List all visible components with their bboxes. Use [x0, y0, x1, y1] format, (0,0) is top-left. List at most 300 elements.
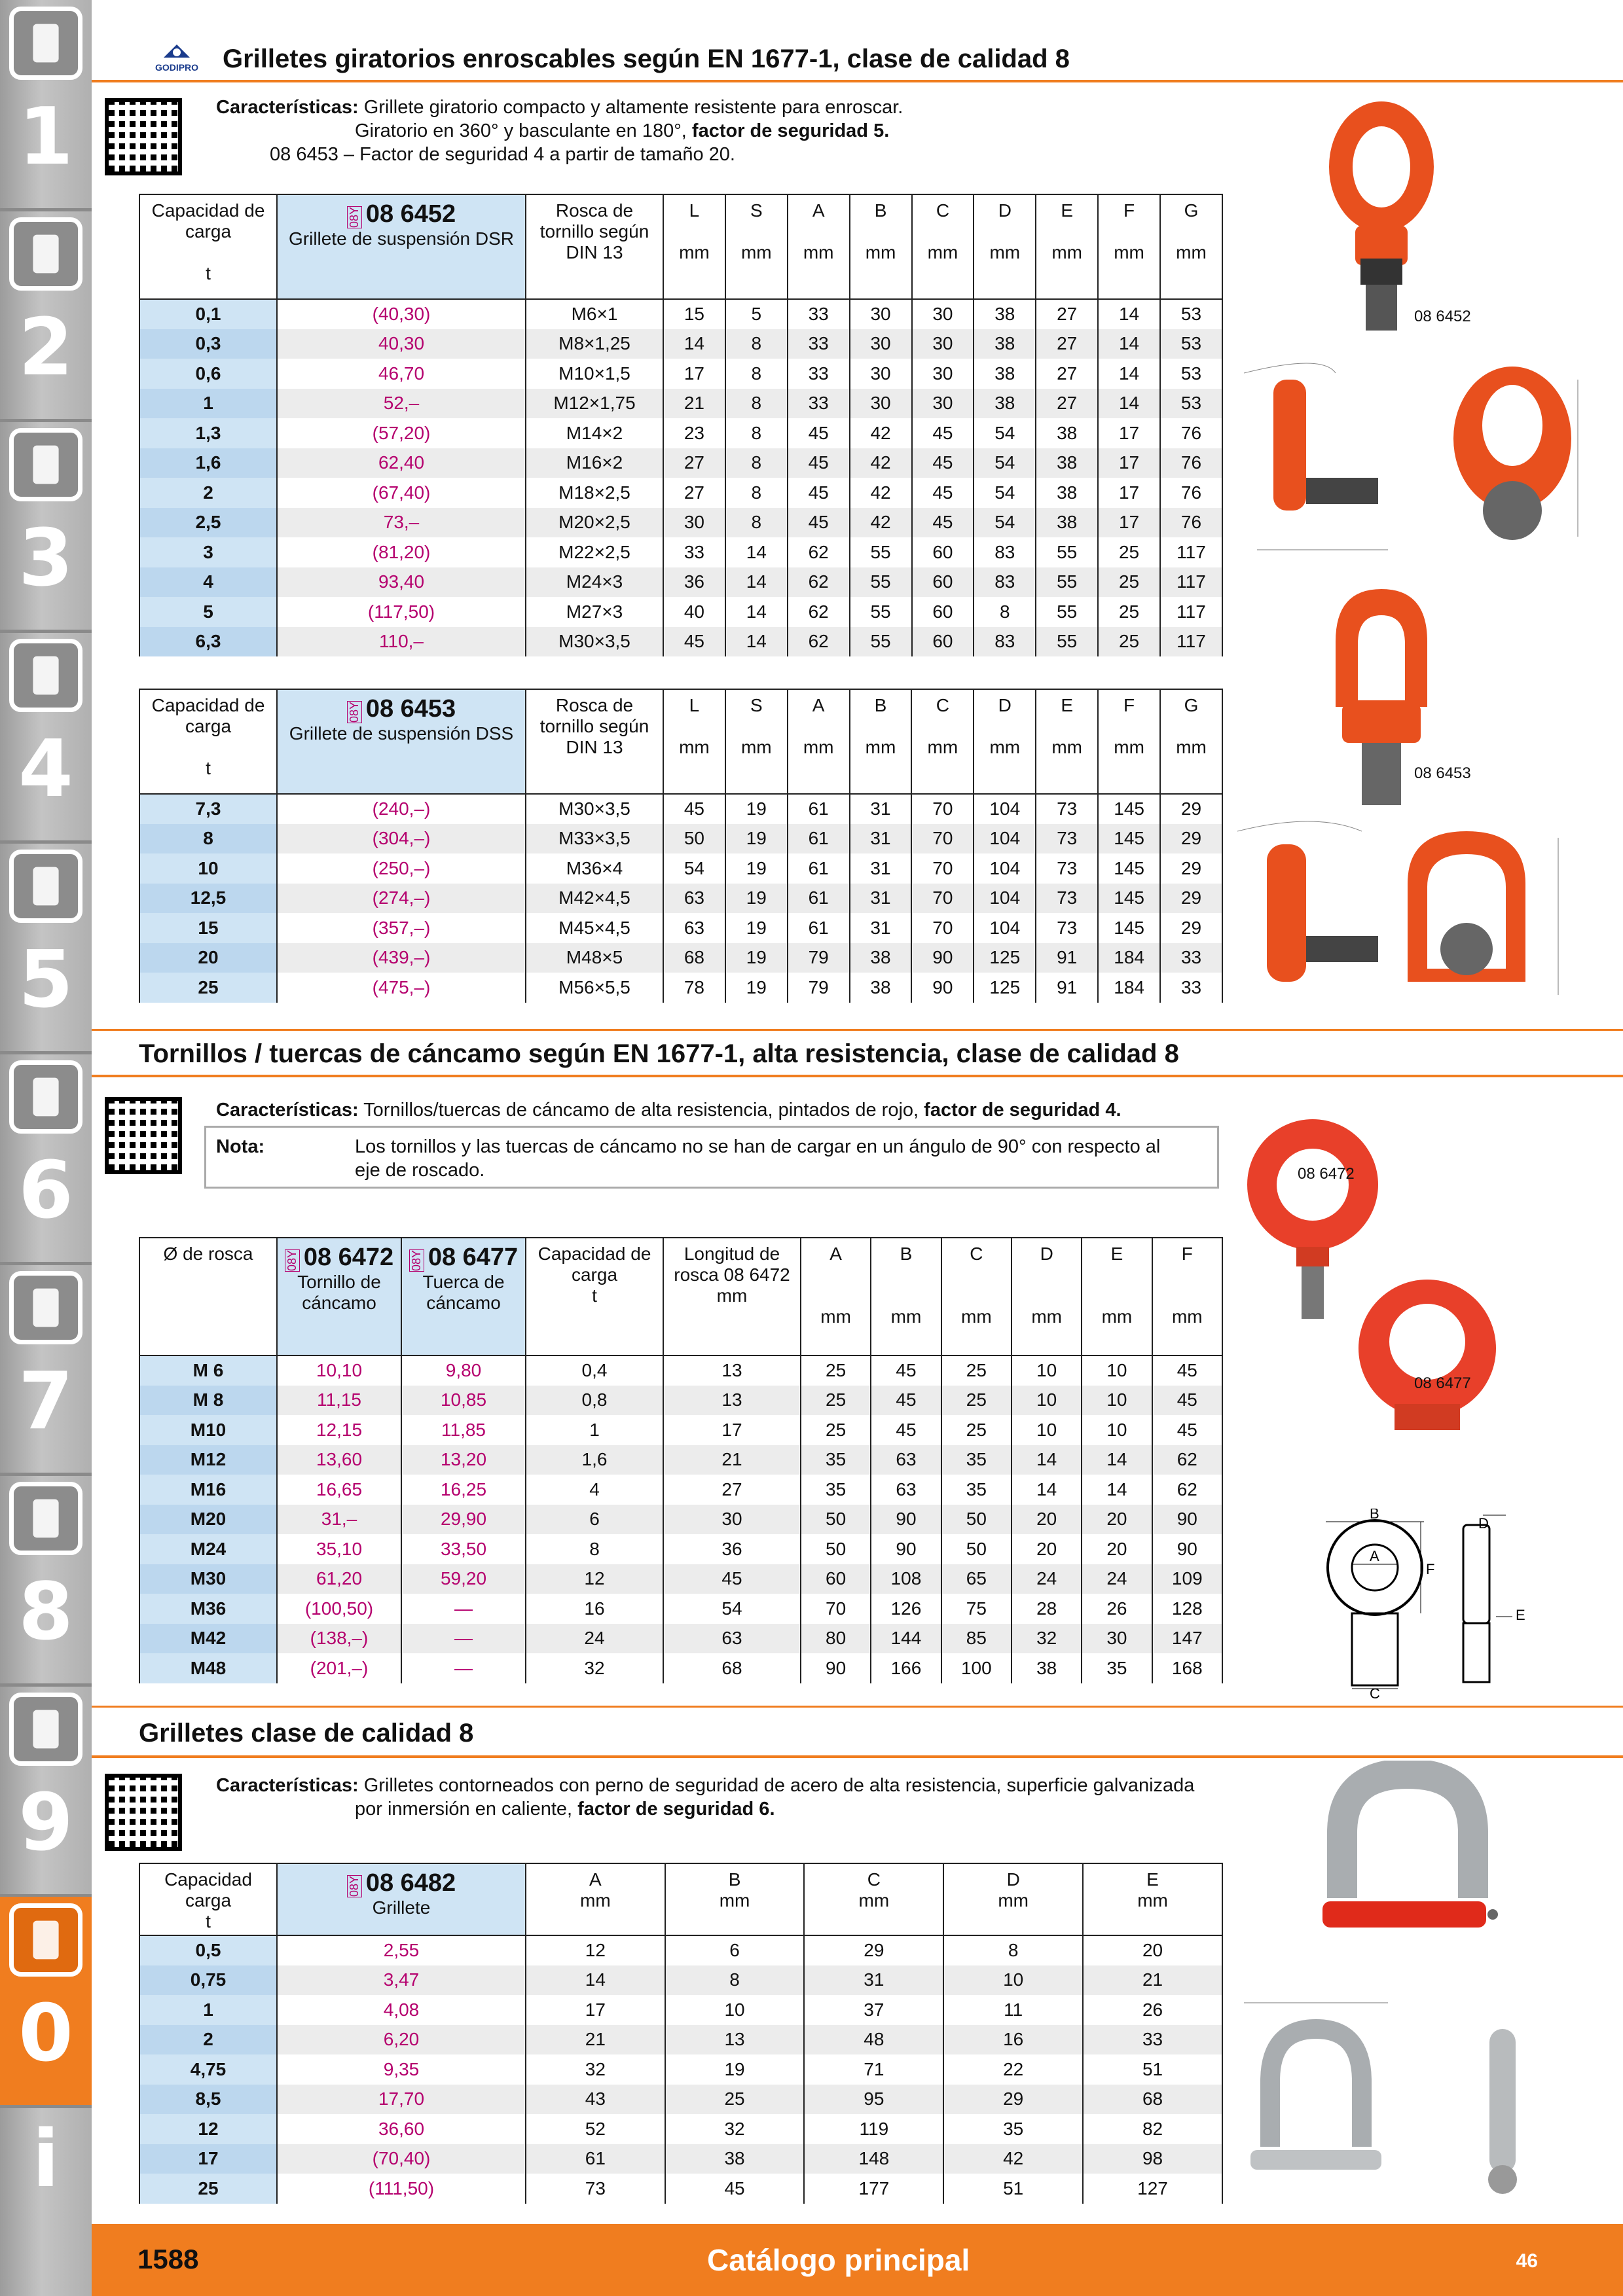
- section-2-rule: [92, 1075, 1623, 1077]
- cell: 127: [1083, 2174, 1222, 2204]
- table-row: [139, 1653, 1222, 1683]
- cell: 35: [941, 1445, 1012, 1475]
- cell: 62: [1152, 1445, 1222, 1475]
- cell: 45: [663, 794, 725, 824]
- cell: 19: [725, 884, 788, 914]
- cell: 184: [1098, 943, 1160, 973]
- cell: 68: [663, 943, 725, 973]
- cell: 0,75: [139, 1965, 277, 1996]
- table-row: [139, 913, 1222, 943]
- cell: 166: [871, 1653, 941, 1683]
- cell: 68: [663, 1653, 801, 1683]
- cell: M22×2,5: [526, 537, 663, 567]
- cell: 24: [526, 1624, 663, 1654]
- cell: 100: [941, 1653, 1012, 1683]
- cell: 125: [974, 973, 1036, 1003]
- cell: 36: [663, 567, 725, 598]
- cell: 25: [1098, 627, 1160, 657]
- cell: 55: [1036, 567, 1098, 598]
- cell: 62: [788, 627, 850, 657]
- header-dim-B: B mm: [665, 1863, 805, 1935]
- chapter-number: 6: [18, 1145, 73, 1236]
- cell: 7,3: [139, 794, 277, 824]
- cell: 17: [1098, 418, 1160, 448]
- cell: 91: [1036, 943, 1098, 973]
- cell: 125: [974, 943, 1036, 973]
- cell: 62: [788, 537, 850, 567]
- header-dim-E: E mm: [1083, 1863, 1222, 1935]
- chapter-number: 2: [18, 302, 73, 393]
- cell: 29: [1160, 913, 1222, 943]
- cell: 0,4: [526, 1355, 663, 1386]
- cell: 30: [663, 1505, 801, 1535]
- cell: 20: [139, 943, 277, 973]
- cell: 55: [850, 627, 912, 657]
- cell: 119: [804, 2114, 943, 2144]
- table-row: [139, 1594, 1222, 1624]
- table-row: [139, 627, 1222, 657]
- chapter-tab-4[interactable]: [0, 632, 92, 843]
- cell: 33: [663, 537, 725, 567]
- table-row: [139, 597, 1222, 627]
- cell: 104: [974, 794, 1036, 824]
- cell: 10: [1012, 1415, 1082, 1445]
- cell: 48: [804, 2025, 943, 2055]
- chapter-number: 0: [18, 1988, 73, 2079]
- cell: 108: [871, 1564, 941, 1594]
- cell: 25: [1098, 597, 1160, 627]
- cell: 80: [801, 1624, 871, 1654]
- cell: 11: [943, 1995, 1083, 2025]
- chapter-tab-2[interactable]: [0, 211, 92, 422]
- cell: 32: [665, 2114, 805, 2144]
- cell: 45: [912, 478, 974, 508]
- cell: 45: [788, 508, 850, 538]
- cell: 17: [663, 359, 725, 389]
- cell: 38: [974, 299, 1036, 329]
- table-row: [139, 1624, 1222, 1654]
- header-dim-S: S mm: [725, 194, 788, 299]
- svg-text:F: F: [1426, 1561, 1435, 1577]
- cell: 6: [665, 1935, 805, 1965]
- header-dim-B: B mm: [850, 689, 912, 794]
- section-3-title: Grilletes clase de calidad 8: [139, 1719, 474, 1748]
- cell: 51: [943, 2174, 1083, 2204]
- cell: 53: [1160, 299, 1222, 329]
- cell: 14: [663, 329, 725, 359]
- cell: 60: [801, 1564, 871, 1594]
- cell: 24: [1012, 1564, 1082, 1594]
- cell: 17: [1098, 448, 1160, 478]
- cell: —: [401, 1594, 526, 1624]
- cell: 17: [526, 1995, 665, 2025]
- article-name: Grillete de suspensión DSS: [289, 723, 514, 744]
- cell: 19: [725, 973, 788, 1003]
- cell: 76: [1160, 418, 1222, 448]
- cell: 17: [1098, 478, 1160, 508]
- table-row: [139, 329, 1222, 359]
- cell: 10,85: [401, 1386, 526, 1416]
- cell: (67,40): [277, 478, 526, 508]
- cell: 117: [1160, 537, 1222, 567]
- header-dim-G: G mm: [1160, 194, 1222, 299]
- chapter-tab-0[interactable]: [0, 1897, 92, 2108]
- cell: (111,50): [277, 2174, 526, 2204]
- cell: 33,50: [401, 1534, 526, 1564]
- header-dim-B: B mm: [850, 194, 912, 299]
- cell: M16: [139, 1475, 277, 1505]
- chapter-tab-6[interactable]: [0, 1054, 92, 1265]
- feature-3-code: 08 6453 –: [270, 144, 355, 165]
- table-row: [139, 448, 1222, 478]
- header-dim-E: E mm: [1082, 1238, 1152, 1355]
- cell: 21: [1083, 1965, 1222, 1996]
- cell: 45: [663, 627, 725, 657]
- cell: 62: [788, 567, 850, 598]
- saw-icon: [9, 850, 82, 923]
- cell: 45: [912, 448, 974, 478]
- header-dim-L: L mm: [663, 194, 725, 299]
- header-dim-F: F mm: [1098, 194, 1160, 299]
- table-row: [139, 418, 1222, 448]
- chapter-tab-1[interactable]: [0, 0, 92, 211]
- cell: M42: [139, 1624, 277, 1654]
- cell: 21: [526, 2025, 665, 2055]
- cell: 4,75: [139, 2054, 277, 2085]
- cell: 13,20: [401, 1445, 526, 1475]
- cell: M27×3: [526, 597, 663, 627]
- cell: 2: [139, 2025, 277, 2055]
- cell: 75: [941, 1594, 1012, 1624]
- safety-factor: factor de seguridad 5.: [691, 120, 890, 141]
- cell: 10: [665, 1995, 805, 2025]
- note-label: Nota:: [216, 1136, 265, 1157]
- image-label-086472: 08 6472: [1298, 1165, 1355, 1183]
- note-line-1: Los tornillos y las tuercas de cáncamo no se han de cargar en un ángulo de 90° con respecto al: [355, 1136, 1161, 1157]
- header-capacity: Capacidad carga t: [139, 1863, 277, 1935]
- cell: 11,85: [401, 1415, 526, 1445]
- cell: 61: [788, 913, 850, 943]
- safety-factor: factor de seguridad 4.: [924, 1100, 1122, 1121]
- cell: (250,–): [277, 853, 526, 884]
- page-footer: [92, 2224, 1623, 2296]
- cell: 4: [526, 1475, 663, 1505]
- cell: 30: [912, 329, 974, 359]
- cell: 63: [663, 884, 725, 914]
- cell: 20: [1012, 1505, 1082, 1535]
- cell: 104: [974, 884, 1036, 914]
- cell: 62: [788, 597, 850, 627]
- cell: 145: [1098, 884, 1160, 914]
- cell: 42: [850, 418, 912, 448]
- header-dim-B: B mm: [871, 1238, 941, 1355]
- cell: M48×5: [526, 943, 663, 973]
- cell: 12: [526, 1935, 665, 1965]
- cell: 19: [665, 2054, 805, 2085]
- section-3-top-rule: [92, 1706, 1623, 1708]
- cell: 83: [974, 567, 1036, 598]
- cell: 117: [1160, 567, 1222, 598]
- cell: 61: [526, 2144, 665, 2174]
- cell: 73: [1036, 853, 1098, 884]
- cell: 93,40: [277, 567, 526, 598]
- header-dim-A: A mm: [788, 194, 850, 299]
- cell: 17: [139, 2144, 277, 2174]
- table-row: [139, 1564, 1222, 1594]
- cell: 63: [663, 913, 725, 943]
- cell: 8: [725, 478, 788, 508]
- cell: 33: [788, 389, 850, 419]
- header-article: [277, 194, 526, 299]
- chapter-tab-i[interactable]: [0, 2108, 92, 2205]
- cell: (100,50): [277, 1594, 401, 1624]
- cell: 25: [665, 2085, 805, 2115]
- cell: 19: [725, 824, 788, 854]
- cell: 95: [804, 2085, 943, 2115]
- cell: 55: [850, 537, 912, 567]
- cell: 53: [1160, 359, 1222, 389]
- cell: 45: [1152, 1355, 1222, 1386]
- header-dim-F: F mm: [1098, 689, 1160, 794]
- cell: 70: [911, 913, 974, 943]
- cell: 14: [725, 627, 788, 657]
- cell: 5: [139, 597, 277, 627]
- cell: 29: [1160, 884, 1222, 914]
- cell: M 8: [139, 1386, 277, 1416]
- cell: 50: [663, 824, 725, 854]
- article-code: 08 6452: [365, 200, 456, 228]
- chapter-number: 4: [18, 724, 73, 815]
- cell: 38: [850, 943, 912, 973]
- chapter-number: 8: [18, 1567, 73, 1658]
- cell: 85: [941, 1624, 1012, 1654]
- cell: M30×3,5: [526, 794, 663, 824]
- chapter-tab-8[interactable]: [0, 1475, 92, 1686]
- table-086472-086477: [139, 1237, 1223, 1683]
- chapter-tab-5[interactable]: [0, 843, 92, 1054]
- table-row: [139, 1505, 1222, 1535]
- cell: 33: [1160, 943, 1222, 973]
- logo-text: GODIPRO: [155, 62, 199, 73]
- swivel-ring-dsr-image: [1309, 95, 1453, 337]
- cell: M20: [139, 1505, 277, 1535]
- chapter-tab-9[interactable]: [0, 1686, 92, 1897]
- cell: 42: [943, 2144, 1083, 2174]
- cell: 63: [871, 1445, 941, 1475]
- header-dim-C: C mm: [912, 194, 974, 299]
- cell: M42×4,5: [526, 884, 663, 914]
- cell: 31: [804, 1965, 943, 1996]
- cell: 32: [526, 2054, 665, 2085]
- cell: (57,20): [277, 418, 526, 448]
- cell: (304,–): [277, 824, 526, 854]
- cell: 73: [1036, 884, 1098, 914]
- cell: 36,60: [277, 2114, 526, 2144]
- article-tag: 08Y: [347, 701, 361, 723]
- table-row: [139, 478, 1222, 508]
- cell: 73: [526, 2174, 665, 2204]
- cell: 45: [871, 1355, 941, 1386]
- header-dim-A: A mm: [801, 1238, 871, 1355]
- cell: 35: [801, 1475, 871, 1505]
- cell: 37: [804, 1995, 943, 2025]
- shackle-image: [1316, 1761, 1499, 1970]
- cell: 35: [1082, 1653, 1152, 1683]
- wrench-icon: [9, 1060, 82, 1134]
- cell: 145: [1098, 853, 1160, 884]
- header-dim-E: E mm: [1036, 689, 1098, 794]
- qr-code-icon: [105, 1097, 182, 1174]
- cell: 117: [1160, 597, 1222, 627]
- cell: 145: [1098, 913, 1160, 943]
- table-row: [139, 853, 1222, 884]
- cell: 53: [1160, 329, 1222, 359]
- cell: (439,–): [277, 943, 526, 973]
- cell: 1: [139, 389, 277, 419]
- table-row: [139, 1386, 1222, 1416]
- svg-text:B: B: [1370, 1509, 1379, 1522]
- chapter-tab-7[interactable]: [0, 1265, 92, 1475]
- cell: 30: [912, 359, 974, 389]
- table-row: [139, 299, 1222, 329]
- cell: 12: [526, 1564, 663, 1594]
- header-capacity: Capacidad de carga t: [139, 689, 277, 794]
- cell: 70: [801, 1594, 871, 1624]
- cell: M16×2: [526, 448, 663, 478]
- cell: 29: [1160, 794, 1222, 824]
- cell: 8: [725, 329, 788, 359]
- cell: 145: [1098, 794, 1160, 824]
- cell: M12×1,75: [526, 389, 663, 419]
- cell: 25: [801, 1355, 871, 1386]
- cell: 90: [801, 1653, 871, 1683]
- cell: M10: [139, 1415, 277, 1445]
- cell: 26: [1083, 1995, 1222, 2025]
- chapter-number: 3: [18, 513, 73, 604]
- header-dim-A: A mm: [526, 1863, 665, 1935]
- cell: 4,08: [277, 1995, 526, 2025]
- cell: M36×4: [526, 853, 663, 884]
- cell: 20: [1082, 1505, 1152, 1535]
- header-thread-diameter: Ø de rosca: [139, 1238, 277, 1355]
- table-row: [139, 2025, 1222, 2055]
- cell: 45: [788, 478, 850, 508]
- dsr-dimension-drawing: [1237, 353, 1604, 563]
- cell: 33: [788, 329, 850, 359]
- cell: 31: [850, 853, 912, 884]
- cell: 6,3: [139, 627, 277, 657]
- cell: 54: [974, 478, 1036, 508]
- cell: 38: [1036, 418, 1098, 448]
- header-article: 08Y 08 6482 Grillete: [277, 1863, 526, 1935]
- cell: M18×2,5: [526, 478, 663, 508]
- cell: 19: [725, 943, 788, 973]
- cell: 54: [974, 418, 1036, 448]
- cell: 10,10: [277, 1355, 401, 1386]
- table-row: [139, 1415, 1222, 1445]
- cell: M24×3: [526, 567, 663, 598]
- cell: 38: [1036, 478, 1098, 508]
- cell: 1,6: [526, 1445, 663, 1475]
- table-row: [139, 824, 1222, 854]
- section-3-rule: [92, 1755, 1623, 1758]
- cell: 65: [941, 1564, 1012, 1594]
- cell: 30: [850, 329, 912, 359]
- cell: 70: [911, 794, 974, 824]
- cell: 52,–: [277, 389, 526, 419]
- cell: 23: [663, 418, 725, 448]
- cell: 13: [663, 1386, 801, 1416]
- insert-icon: [9, 217, 82, 291]
- cell: 177: [804, 2174, 943, 2204]
- cell: 29,90: [401, 1505, 526, 1535]
- cell: M56×5,5: [526, 973, 663, 1003]
- cell: 79: [788, 943, 850, 973]
- cell: M33×3,5: [526, 824, 663, 854]
- cell: 10: [1082, 1386, 1152, 1416]
- cell: 63: [871, 1475, 941, 1505]
- safety-factor: factor de seguridad 6.: [577, 1799, 775, 1820]
- cell: (274,–): [277, 884, 526, 914]
- cell: 27: [663, 478, 725, 508]
- page-number: 1588: [137, 2244, 199, 2274]
- table-row: [139, 884, 1222, 914]
- chapter-number: 5: [18, 935, 73, 1026]
- cell: 71: [804, 2054, 943, 2085]
- cell: 33: [788, 299, 850, 329]
- cell: 33: [1083, 2025, 1222, 2055]
- image-label-086453: 08 6453: [1414, 764, 1471, 782]
- cell: 15: [663, 299, 725, 329]
- cell: 45: [1152, 1415, 1222, 1445]
- article-code: 08 6453: [365, 695, 456, 723]
- table-row: [139, 1355, 1222, 1386]
- features-label: Características:: [216, 1775, 359, 1796]
- cell: 9,80: [401, 1355, 526, 1386]
- cell: 33: [788, 359, 850, 389]
- section-2-top-rule: [92, 1029, 1623, 1031]
- cell: 128: [1152, 1594, 1222, 1624]
- cell: 45: [871, 1386, 941, 1416]
- cell: 25: [941, 1415, 1012, 1445]
- cell: 16: [943, 2025, 1083, 2055]
- cell: 8: [725, 389, 788, 419]
- cell: 3,47: [277, 1965, 526, 1996]
- cell: 11,15: [277, 1386, 401, 1416]
- chapter-tab-3[interactable]: [0, 422, 92, 632]
- note-line-2: eje de roscado.: [355, 1160, 485, 1181]
- cell: 0,3: [139, 329, 277, 359]
- cell: 53: [1160, 389, 1222, 419]
- footer-index: 46: [1516, 2250, 1538, 2272]
- cell: 0,1: [139, 299, 277, 329]
- header-thread: Rosca de tornillo según DIN 13: [526, 194, 663, 299]
- cell: 68: [1083, 2085, 1222, 2115]
- image-label-086477: 08 6477: [1414, 1374, 1471, 1392]
- cell: 46,70: [277, 359, 526, 389]
- header-dim-C: C mm: [804, 1863, 943, 1935]
- header-dim-A: A mm: [788, 689, 850, 794]
- cell: 19: [725, 853, 788, 884]
- cell: 55: [850, 567, 912, 598]
- table-row: [139, 2174, 1222, 2204]
- cell: 45: [665, 2174, 805, 2204]
- table-row: [139, 1475, 1222, 1505]
- cell: 14: [1098, 359, 1160, 389]
- cell: M14×2: [526, 418, 663, 448]
- table-row: [139, 359, 1222, 389]
- cell: (475,–): [277, 973, 526, 1003]
